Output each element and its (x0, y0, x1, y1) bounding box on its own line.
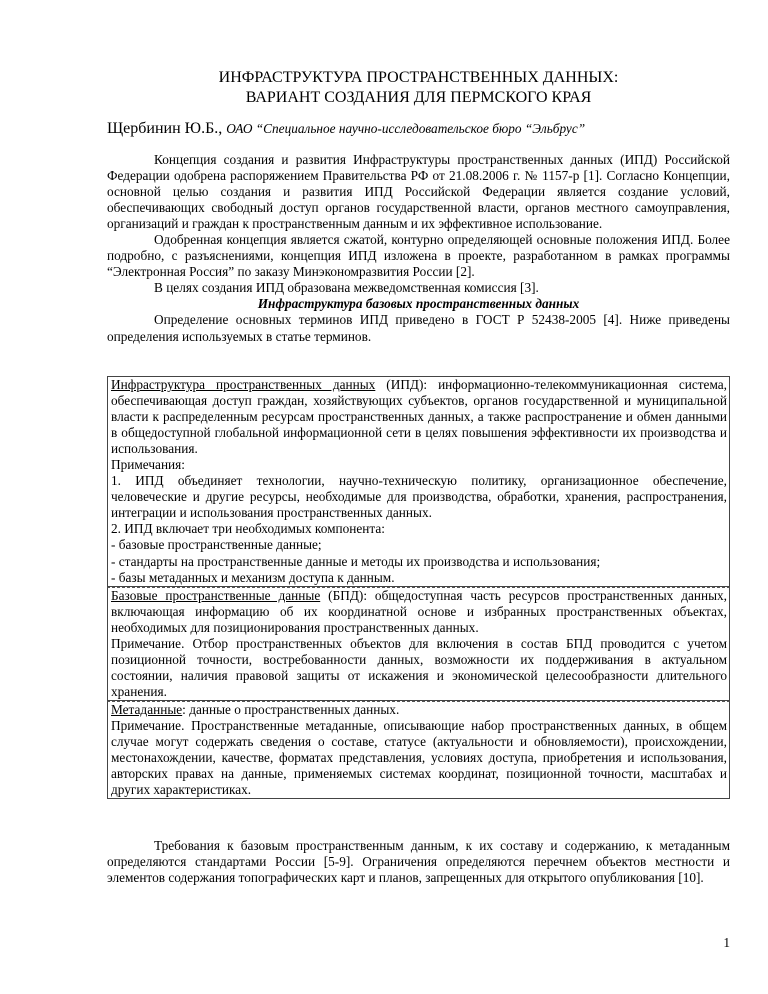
intro-paragraph-3: В целях создания ИПД образована межведомственная комиссия [3]. (154, 280, 539, 296)
section-heading: Инфраструктура базовых пространственных данных (257, 296, 580, 312)
definition-ipd (107, 376, 730, 587)
intro-paragraph-2: Одобренная концепция является сжатой, контурно определяющей основные положения ИПД. Более подробно, с разъяснениями, концепция ИПД изложена в проекте, разработанном в рамках программы “Электронная Россия” по заказу Минэкономразвития России [2]. (107, 232, 730, 280)
ipd-component-1: - базовые пространственные данные; (111, 537, 322, 553)
definition-metadata-text (111, 702, 727, 718)
definition-ipd-text (111, 377, 727, 457)
title-line-2: ВАРИАНТ СОЗДАНИЯ ДЛЯ ПЕРМСКОГО КРАЯ (245, 89, 592, 106)
metadata-note: Примечание. Пространственные метаданные, описывающие набор пространственных данных, в общем случае могут содержать сведения о составе, статусе (актуальности и обновляемости), происхождении, местонахождении, качестве, форматах представления, условиях доступа, приобретения и использования, авторских правах на данные, применяемых системах координат, позиционной точности, масштабах и других характеристиках. (111, 717, 727, 798)
term-bpd: Базовые пространственные данные (111, 587, 321, 603)
author-name: Щербинин Ю.Б., (107, 120, 223, 137)
term-bpd-definition: (БПД): общедоступная часть ресурсов пространственных данных, включающая информацию об их координатной основе и избранных пространственных объектах, необходимых для позиционирования пространственных данных. (111, 587, 728, 635)
term-metadata-definition: : данные о пространственных данных. (182, 701, 400, 717)
closing-section (107, 838, 730, 886)
closing-paragraph: Требования к базовым пространственным данным, к их составу и содержанию, к метаданным определяются стандартами России [5-9]. Ограничения определяются перечнем объектов местности и элементов содержания топографических карт и планов, запрещенных для открытого опубликования [10]. (107, 838, 730, 886)
intro-paragraph-4: Определение основных терминов ИПД приведено в ГОСТ Р 52438-2005 [4]. Ниже приведены определения используемых в статье терминов. (107, 312, 730, 344)
author-organization: ОАО “Специальное научно-исследовательское бюро “Эльбрус” (226, 121, 586, 136)
definition-bpd (107, 587, 730, 701)
ipd-component-2: - стандарты на пространственные данные и методы их производства и использования; (111, 553, 601, 569)
definition-bpd-text (111, 588, 727, 636)
term-metadata: Метаданные (111, 701, 183, 717)
term-ipd-definition: (ИПД): информационно-телекоммуникационная система, обеспечивающая доступ граждан, хозяйствующих субъектов, органов государственной и муниципальной власти к распределенным ресурсам пространственных данных, а также распространение и обмен данными в общедоступной глобальной информационной сети в целях повышения эффективности их производства и использования. (111, 377, 727, 457)
page-number: 1 (723, 935, 730, 950)
ipd-note-1: 1. ИПД объединяет технологии, научно-техническую политику, организационное обеспечение, человеческие и другие ресурсы, необходимые для производства, обработки, хранения, распространения, интеграции и использования пространственных данных. (111, 473, 727, 521)
bpd-note: Примечание. Отбор пространственных объектов для включения в состав БПД проводится с учетом позиционной точности, востребованности данных, возможности их поддерживания в актуальном состоянии, наличия правовой защиты от искажения и экономической целесообразности длительного хранения. (111, 635, 727, 699)
ipd-component-3: - базы метаданных и механизм доступа к данным. (111, 569, 395, 585)
definition-metadata (107, 701, 730, 799)
ipd-note-2: 2. ИПД включает три необходимых компонента: (111, 521, 385, 537)
title-line-1: ИНФРАСТРУКТУРА ПРОСТРАНСТВЕННЫХ ДАННЫХ: (218, 69, 619, 86)
author-line (107, 119, 730, 139)
term-ipd: Инфраструктура пространственных данных (111, 377, 376, 392)
document-title (107, 68, 730, 108)
definitions-table (107, 376, 730, 799)
intro-section (107, 152, 730, 345)
intro-paragraph-1: Концепция создания и развития Инфраструктуры пространственных данных (ИПД) Российской Федерации одобрена распоряжением Правительства РФ от 21.08.2006 г. № 1157-р [1]. Согласно Концепции, основной целью создания и развития ИПД Российской Федерации является создание условий, обеспечивающих свободный доступ органов государственной власти, органов местного самоуправления, организаций и граждан к пространственным данным и их эффективное использование. (107, 152, 730, 232)
notes-label: Примечания: (111, 457, 185, 473)
